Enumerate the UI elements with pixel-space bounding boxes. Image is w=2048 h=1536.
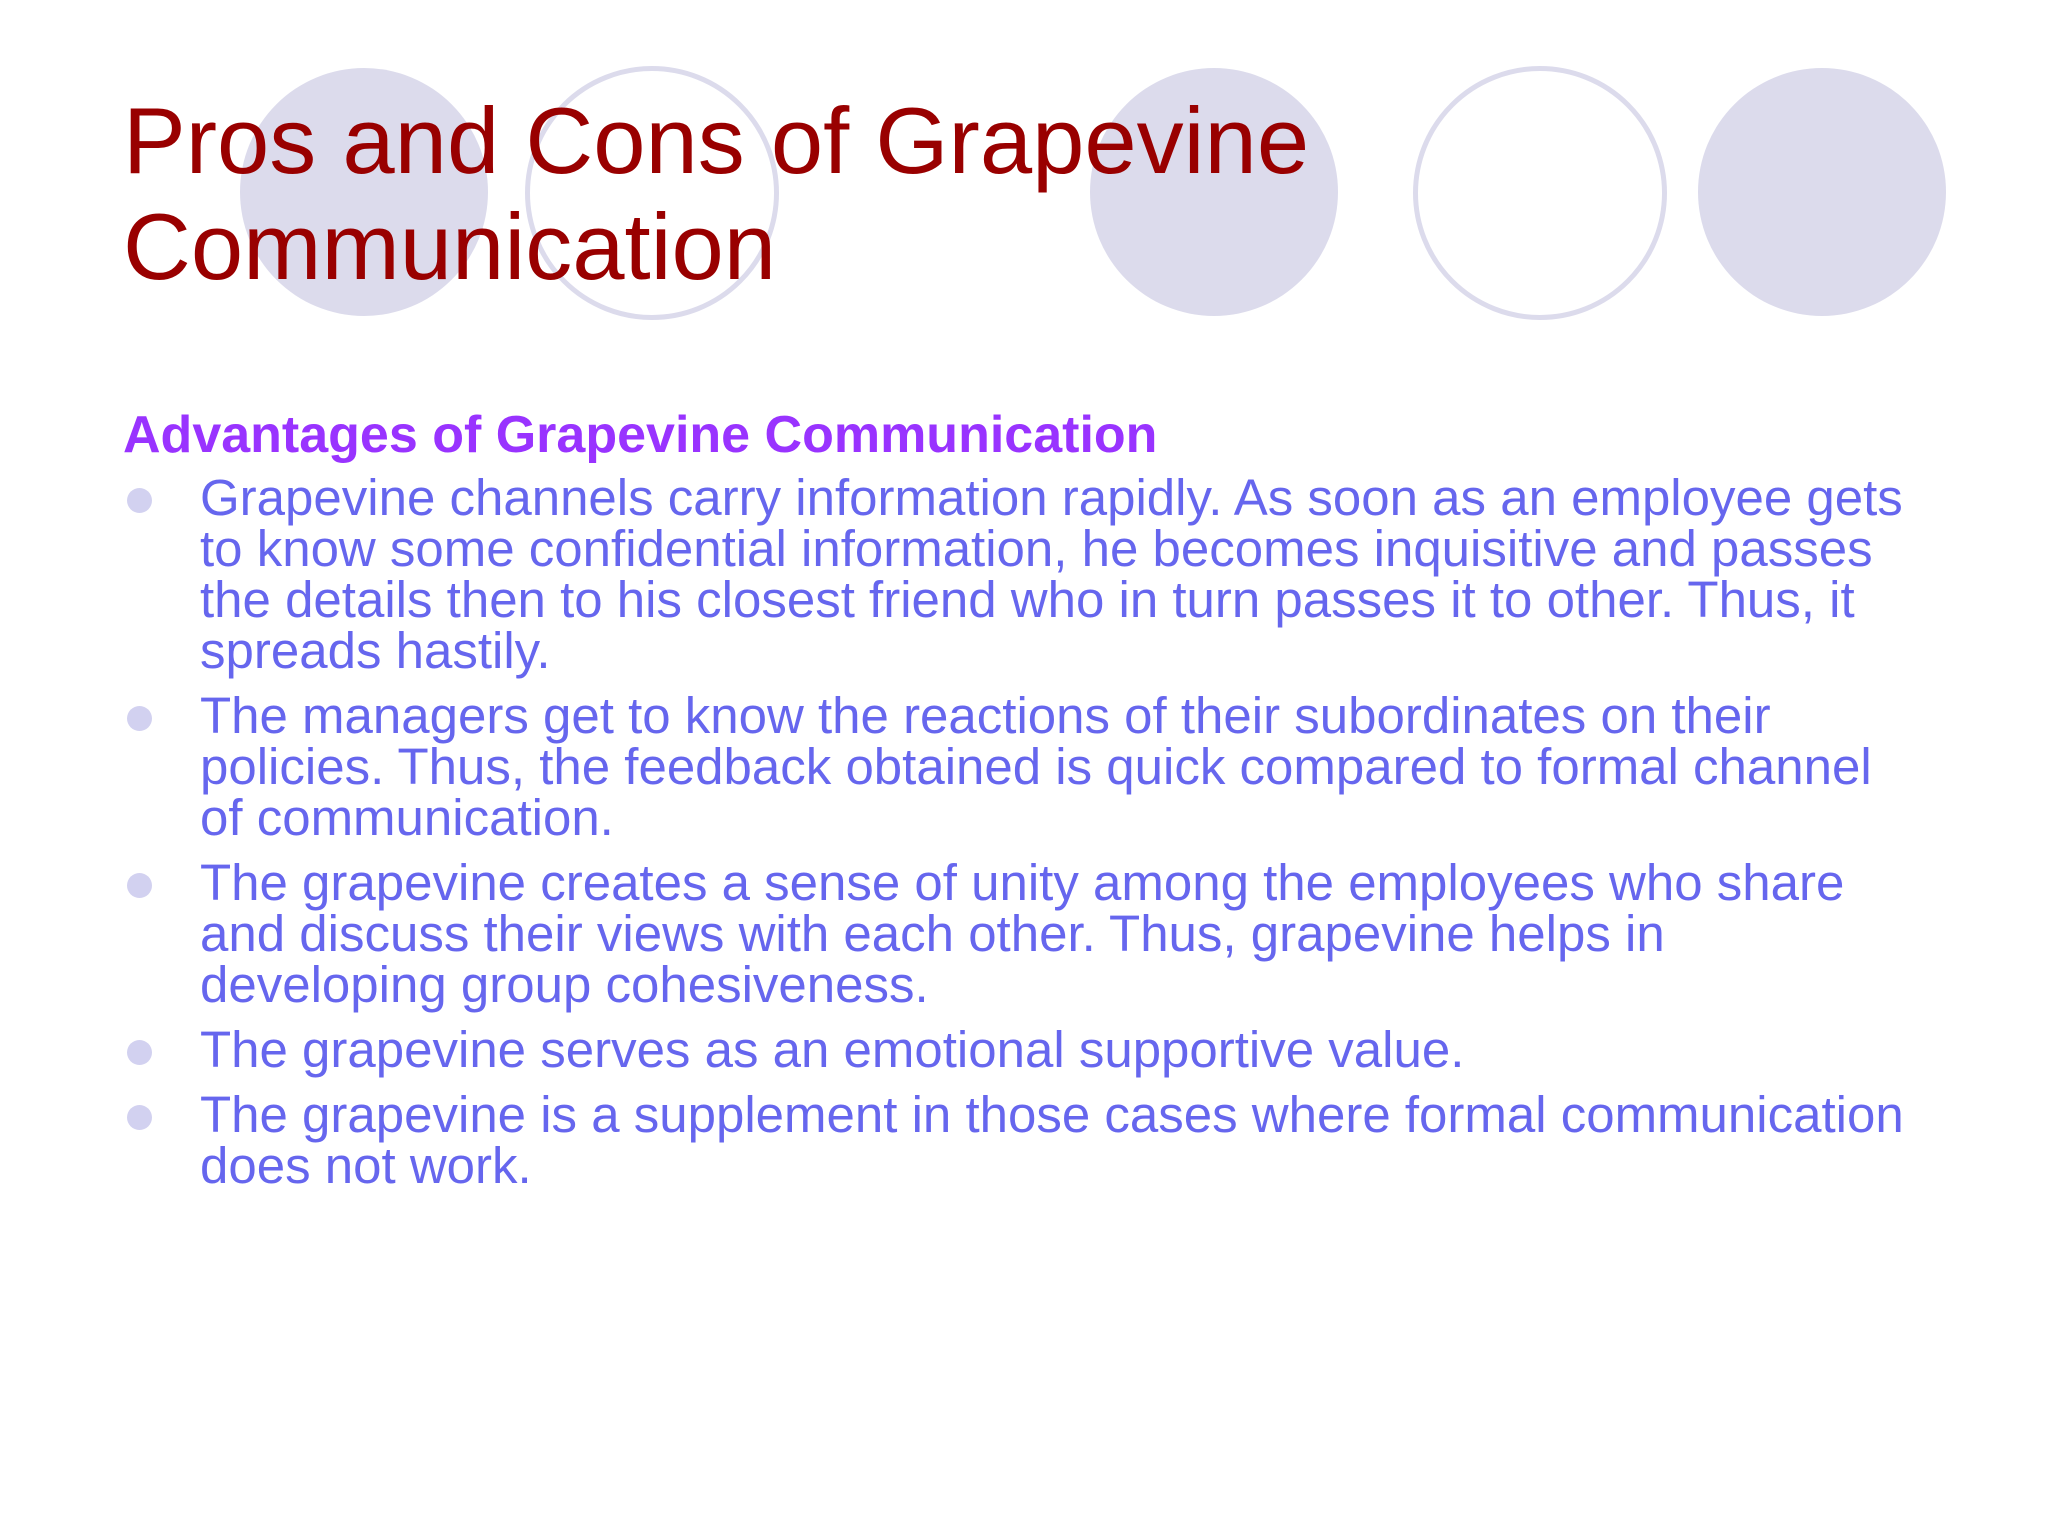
bullet-dot-icon [127, 1040, 152, 1065]
decorative-circle-filled [1698, 68, 1946, 316]
bullet-item [123, 1021, 1923, 1078]
bullet-item [123, 469, 1923, 679]
bullet-text: The managers get to know the reactions of their subordinates on their policies. Thus, the feedback obtained is quick compared to formal channel of communication. [200, 687, 1872, 846]
bullet-item [123, 687, 1923, 846]
bullet-text: Grapevine channels carry information rapidly. As soon as an employee gets to know some confidential information, he becomes inquisitive and passes the details then to his closest friend who in turn passes it to other. Thus, it spreads hastily. [200, 469, 1903, 679]
bullet-item [123, 1086, 1923, 1194]
bullet-dot-icon [127, 1105, 152, 1130]
section-heading: Advantages of Grapevine Communication [123, 406, 1158, 464]
bullet-dot-icon [127, 706, 152, 731]
decorative-circle-outline [1413, 66, 1667, 320]
bullet-text: The grapevine is a supplement in those cases where formal communication does not work. [200, 1086, 1904, 1194]
bullet-text: The grapevine serves as an emotional supportive value. [200, 1021, 1465, 1078]
bullet-dot-icon [127, 488, 152, 513]
bullet-text: The grapevine creates a sense of unity among the employees who share and discuss their views with each other. Thus, grapevine helps in developing group cohesiveness. [200, 854, 1845, 1013]
bullet-item [123, 854, 1923, 1013]
bullet-dot-icon [127, 873, 152, 898]
bullet-list [123, 469, 1923, 1205]
slide-title: Pros and Cons of Grapevine Communication [123, 88, 1310, 299]
